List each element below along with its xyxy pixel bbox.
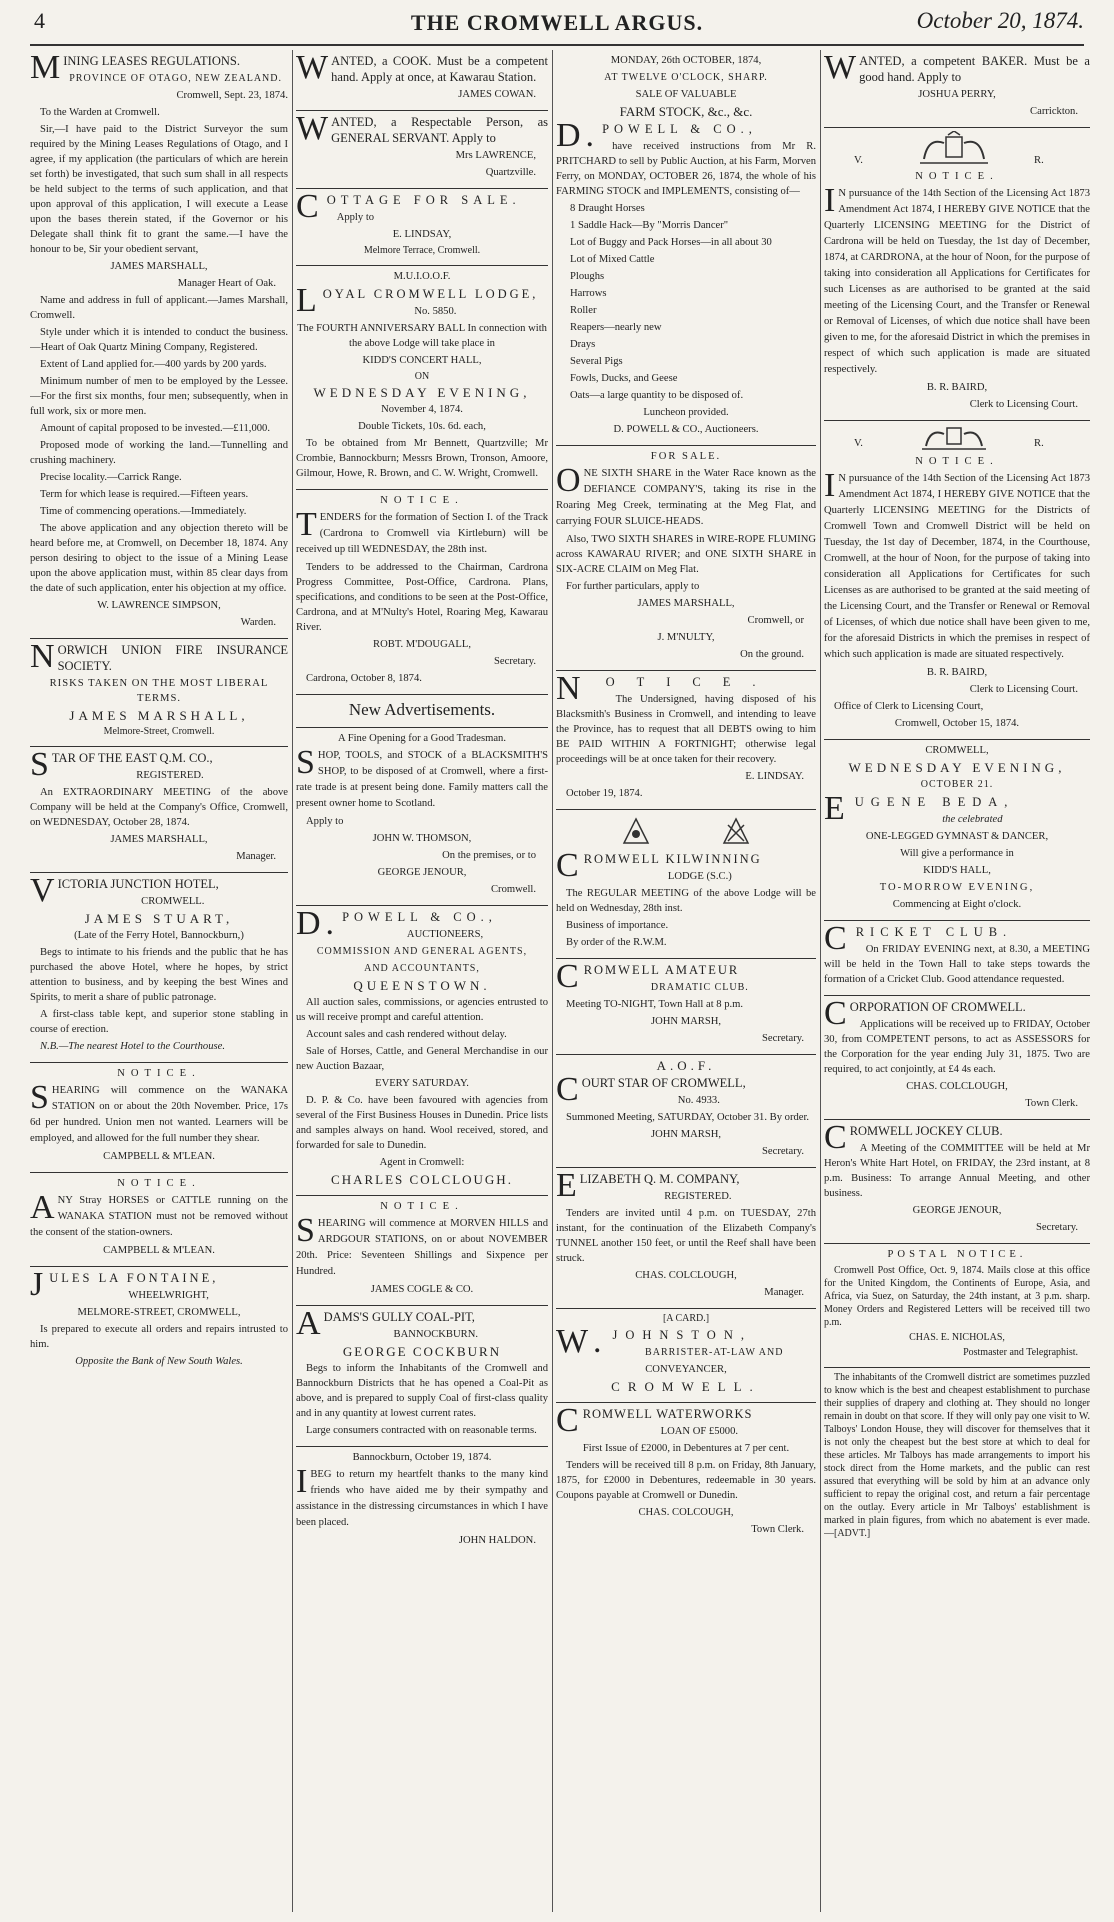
ad-heading: WANTED, a Respectable Person, as GENERAL SERVANT. Apply to xyxy=(296,110,548,147)
royal-coat-of-arms-icon xyxy=(914,424,994,452)
ad-signature: JOHN HALDON. xyxy=(458,1535,536,1546)
list-item: Term for which lease is required.—Fifteen years. xyxy=(40,489,249,500)
ad-text: Begs to inform the Inhabitants of the Cromwell and Bannockburn Districts that he has opened a Coal-Pit as above, and is prepared to supply Coal of first-class quality and in any quantity at lowest current rates. xyxy=(296,1363,548,1419)
list-item: Ploughs xyxy=(570,271,605,282)
ad-text: SHEARING will commence at MORVEN HILLS and ARDGOUR STATIONS, on or about NOVEMBER 20th. Price: Seventeen Shillings and Sixpence per Hundred. xyxy=(296,1212,548,1277)
ad-signature: ROBT. M'DOUGALL, xyxy=(373,639,471,650)
ad-heading: ELIZABETH Q. M. COMPANY, xyxy=(556,1167,740,1204)
ad-heading: CORPORATION OF CROMWELL. xyxy=(824,995,1026,1032)
ad-text: Postmaster and Telegraphist. xyxy=(963,1347,1078,1358)
kilwinning-lodge-ad xyxy=(556,810,816,959)
list-item: Precise locality.—Carrick Range. xyxy=(40,472,182,483)
ad-text: Warden. xyxy=(240,617,276,628)
star-of-the-east-ad xyxy=(30,747,288,873)
ad-signature: CHAS. COLCLOUGH, xyxy=(906,1081,1008,1092)
ad-text: Cromwell, or xyxy=(747,615,804,626)
ad-text: Office of Clerk to Licensing Court, xyxy=(834,701,984,712)
column-4 xyxy=(824,50,1090,1912)
ad-text: A Meeting of the COMMITTEE will be held at Mr Heron's White Hart Hotel, on FRIDAY, the 23rd instant, at 8 p.m. Business: To arrange Annual Meeting, and other business. xyxy=(824,1143,1090,1199)
ad-text: Meeting TO-NIGHT, Town Hall at 8 p.m. xyxy=(566,999,744,1010)
ad-text: The REGULAR MEETING of the above Lodge will be held on Wednesday, 28th inst. xyxy=(556,888,816,914)
ad-text: REGISTERED. xyxy=(664,1191,732,1202)
ad-heading: STAR OF THE EAST Q.M. CO., xyxy=(30,746,213,783)
victoria-hotel-ad xyxy=(30,873,288,1063)
ad-text: CONVEYANCER, xyxy=(645,1364,727,1375)
ad-text: WHEELWRIGHT, xyxy=(128,1290,209,1301)
ad-signature: JOHN MARSH, xyxy=(650,1129,722,1140)
amateur-dramatic-ad xyxy=(556,959,816,1055)
ad-signature: E. LINDSAY, xyxy=(392,229,452,240)
ad-text: AND ACCOUNTANTS, xyxy=(364,963,480,974)
ad-text: have received instructions from Mr R. PRITCHARD to sell by Public Auction, at his Farm, Morven Ferry, on MONDAY, OCTOBER 26, 1874, the whole of his FARMING STOCK and IMPLEMENTS, consisting of— xyxy=(556,141,816,197)
list-item: 1 Saddle Hack—By "Morris Dancer" xyxy=(570,220,729,231)
ad-text: The above application and any objection thereto will be heard before me, at Cromwell, on December 18, 1874. Any person desiring to object to the issue of a Mining Lease upon the above application must, within 85 clear days from the date of such application, enter his objection at my office. xyxy=(30,523,288,594)
ad-signature: JAMES MARSHALL, xyxy=(110,261,208,272)
ad-text: November 4, 1874. xyxy=(381,404,463,415)
ad-signature: CHARLES COLCLOUGH. xyxy=(331,1172,513,1187)
ad-text: ON xyxy=(414,371,430,382)
list-item: 8 Draught Horses xyxy=(570,203,645,214)
royal-crest-row xyxy=(824,131,1090,169)
ad-text: Melmore Terrace, Cromwell. xyxy=(363,245,481,256)
list-item: Amount of capital proposed to be invested.—£11,000. xyxy=(40,423,270,434)
ad-text: An EXTRAORDINARY MEETING of the above Company will be held at the Company's Office, Cromwell, on WEDNESDAY, October 28, 1874. xyxy=(30,787,288,828)
list-item: Lot of Buggy and Pack Horses—in all about 30 xyxy=(570,237,772,248)
ad-signature: JOSHUA PERRY, xyxy=(918,89,996,100)
ad-heading: CROMWELL JOCKEY CLUB. xyxy=(824,1119,1003,1156)
ad-heading: EUGENE BEDA, xyxy=(824,790,1015,827)
ad-heading: NOTICE. xyxy=(117,1178,201,1189)
ad-heading: POSTAL NOTICE. xyxy=(887,1249,1027,1260)
ad-text: Commencing at Eight o'clock. xyxy=(892,899,1022,910)
list-item: Several Pigs xyxy=(570,356,623,367)
ad-signature: J. M'NULTY, xyxy=(657,632,715,643)
ad-text: Apply to xyxy=(306,816,344,827)
ad-text: TENDERS for the formation of Section I. of the Track (Cardrona to Cromwell via Kirtleburn) will be received up till WEDNESDAY, the 28th inst. xyxy=(296,506,548,555)
water-share-for-sale-ad xyxy=(556,446,816,671)
ad-text: IN pursuance of the 14th Section of the Licensing Act 1873 Amendment Act 1874, I HEREBY GIVE NOTICE that the Quarterly LICENSING MEETING for the Districts of Cromwell Town and Cromwell District will be held on Tuesday, the 1st day of December, 1874, in the Courthouse, Cromwell, at the hour of Noon, for the purpose of taking into consideration all Applications for Certificates for such Licenses as are authorised to be granted at the said meeting of the Licensing Court, and the Transfer or Renewal or Removal of Licenses, of which due notice shall have been given to me, for the aforesaid Districts in which the premises in respect of which such application is made are situated respectively. xyxy=(824,467,1090,660)
ad-text: FARM STOCK, &c., &c. xyxy=(619,104,753,119)
ad-text: CROMWELL. xyxy=(611,1379,761,1394)
masthead xyxy=(0,0,1114,52)
ad-heading: VICTORIA JUNCTION HOTEL, xyxy=(30,872,219,909)
column-divider xyxy=(552,50,553,1912)
stray-horses-ad xyxy=(30,1173,288,1267)
ad-text: A Fine Opening for a Good Tradesman. xyxy=(337,733,506,744)
ad-text: Cromwell, Sept. 23, 1874. xyxy=(176,90,288,101)
ad-text: No. 5850. xyxy=(414,306,457,317)
ad-heading: CROMWELL KILWINNING xyxy=(556,847,762,884)
ad-text: No. 4933. xyxy=(677,1095,720,1106)
ad-text: The inhabitants of the Cromwell district are sometimes puzzled to know which is the best and cheapest establishment to purchase their supplies of drapery and clothing at. They should no longer remain in doubt on that score. If they will only pay one visit to W. Talboys' London House, they will discover for themselves that it is not only the cheapest but the best store at which to deal for these articles. Mr Talboys has made arrangements to import his stock direct from the Home markets, and the public can rest assured that everything will be sold by him at an advance only sufficient to repay the original cost, and return a fair percentage on the outlay. Every article in Mr Talboys' establishment is marked in plain figures, from which no abatement is ever made.—[ADVT.] xyxy=(824,1372,1090,1539)
list-item: Reapers—nearly new xyxy=(570,322,662,333)
track-tenders-ad xyxy=(296,490,548,695)
ad-heading: NOTICE. xyxy=(117,1068,201,1079)
wanted-cook-ad xyxy=(296,50,548,111)
crest-letter: R. xyxy=(1034,438,1044,449)
postal-notice-ad xyxy=(824,1244,1090,1368)
newspaper-title: THE CROMWELL ARGUS. xyxy=(410,10,704,35)
ad-text: Applications will be received up to FRIDAY, October 30, from COMPETENT persons, to act as ASSESSORS for the Corporation for the year ending July 31, 1875. Two are required, to act conjointly, at £4 4s each. xyxy=(824,1019,1090,1075)
ad-signature: JAMES COGLE & CO. xyxy=(370,1284,474,1295)
ad-heading: ADAMS'S GULLY COAL-PIT, xyxy=(296,1305,475,1342)
ad-text: By order of the R.W.M. xyxy=(566,937,667,948)
morven-shearing-ad xyxy=(296,1196,548,1306)
ad-text: Will give a performance in xyxy=(900,848,1014,859)
page-number: 4 xyxy=(34,8,45,33)
ad-heading: WANTED, a competent BAKER. Must be a good hand. Apply to xyxy=(824,50,1090,86)
list-item: Extent of Land applied for.—400 yards by 200 yards. xyxy=(40,359,267,370)
new-advertisements-banner xyxy=(296,695,548,728)
ad-text: On the premises, or to xyxy=(442,850,536,861)
ad-text: KIDD'S HALL, xyxy=(923,865,991,876)
ad-signature: CHAS. E. NICHOLAS, xyxy=(909,1332,1005,1343)
ad-signature: JAMES MARSHALL, xyxy=(637,598,735,609)
ad-text: LODGE (S.C.) xyxy=(667,871,732,882)
ad-text: The Undersigned, having disposed of his Blacksmith's Business in Cromwell, and intending to leave the Province, has to request that all DEBTS owing to him BE PAID WITHIN A FORTNIGHT; otherwise legal proceedings will be at once taken for their recovery. xyxy=(556,694,816,765)
ad-heading: MINING LEASES REGULATIONS. xyxy=(30,50,240,86)
ad-text: Apply to xyxy=(336,212,375,223)
ad-signature: JOHN W. THOMSON, xyxy=(372,833,472,844)
ad-text: Carrickton. xyxy=(1030,106,1078,117)
ad-text: N.B.—The nearest Hotel to the Courthouse. xyxy=(40,1041,225,1052)
ad-text: BANNOCKBURN. xyxy=(393,1329,479,1340)
ad-heading: FOR SALE. xyxy=(650,451,722,462)
johnston-card-ad xyxy=(556,1309,816,1403)
ad-signature: GEORGE JENOUR, xyxy=(912,1205,1002,1216)
ad-heading: D.POWELL & CO., xyxy=(296,905,497,942)
ad-text: Melmore-Street, Cromwell. xyxy=(103,726,215,737)
loyal-lodge-ad xyxy=(296,266,548,490)
ad-signature: CAMPBELL & M'LEAN. xyxy=(103,1245,215,1256)
ad-heading: NORWICH UNION FIRE INSURANCE SOCIETY. xyxy=(30,638,288,675)
ad-text: EVERY SATURDAY. xyxy=(375,1078,469,1089)
ad-text: [A CARD.] xyxy=(662,1313,710,1324)
ad-text: Account sales and cash rendered without delay. xyxy=(306,1029,507,1040)
ad-text: Also, TWO SIXTH SHARES in WIRE-ROPE FLUMING across KAWARAU RIVER; and ONE SIXTH SHARE in SIX-ACRE CLAIM on Meg Flat. xyxy=(556,534,816,575)
ad-text: Quartzville. xyxy=(485,167,536,178)
crest-letter: V. xyxy=(854,155,863,166)
ad-text: OCTOBER 21. xyxy=(920,779,994,790)
cottage-for-sale-ad xyxy=(296,189,548,266)
ad-text: IBEG to return my heartfelt thanks to the many kind friends who have aided me by their sympathy and assistance in the distressing circumstances in which I have been placed. xyxy=(296,1463,548,1528)
wanted-servant-ad xyxy=(296,111,548,189)
ad-text: D. P. & Co. have been favoured with agencies from several of the First Business Houses in Dunedin. Price lists and samples always on hand. Wool received, stored, and forwarded for sale to Dunedin. xyxy=(296,1095,548,1151)
elizabeth-company-ad xyxy=(556,1168,816,1309)
ad-text: QUEENSTOWN. xyxy=(353,978,491,993)
ad-signature: D. POWELL & CO., Auctioneers. xyxy=(613,424,759,435)
ad-text: To the Warden at Cromwell. xyxy=(40,107,160,118)
ad-signature: E. LINDSAY. xyxy=(745,771,804,782)
ad-text: WEDNESDAY EVENING, xyxy=(313,385,531,400)
cardrona-licensing-ad xyxy=(824,128,1090,421)
ad-text: AT TWELVE O'CLOCK, SHARP. xyxy=(604,72,768,83)
ad-text: Manager. xyxy=(236,851,276,862)
ad-heading: W.JOHNSTON, xyxy=(556,1323,752,1360)
ad-text: DRAMATIC CLUB. xyxy=(650,982,749,993)
ad-text: Town Clerk. xyxy=(751,1524,804,1535)
ad-text: A.O.F. xyxy=(656,1058,716,1073)
ad-text: M.U.I.O.O.F. xyxy=(393,271,451,282)
court-star-ad xyxy=(556,1055,816,1168)
ad-text: SHOP, TOOLS, and STOCK of a BLACKSMITH'S SHOP, to be disposed of at Cromwell, where a first-rate trade is at present being done. Family matters call the present owner home to Scotland. xyxy=(296,744,548,809)
cricket-club-ad xyxy=(824,921,1090,996)
ad-heading: CROMWELL WATERWORKS xyxy=(556,1402,753,1439)
ad-text: AUCTIONEERS, xyxy=(406,929,484,940)
ad-text: On the ground. xyxy=(740,649,804,660)
ad-text: SHEARING will commence on the WANAKA STATION on or about the 20th November. Price, 17s 6d per hundred. Union men not wanted. Learners will be employed, and allowed for the full number they shear. xyxy=(30,1079,288,1144)
ad-heading: COURT STAR OF CROMWELL, xyxy=(556,1071,746,1108)
waterworks-loan-ad xyxy=(556,1403,816,1545)
ad-heading: NOTICE. xyxy=(556,670,778,707)
ad-text: Manager Heart of Oak. xyxy=(177,278,276,289)
section-title: New Advertisements. xyxy=(348,700,496,719)
ad-signature: JAMES STUART, xyxy=(84,911,234,926)
ad-text: RISKS TAKEN ON THE MOST LIBERAL TERMS. xyxy=(49,678,269,704)
ad-text: Double Tickets, 10s. 6d. each, xyxy=(358,421,486,432)
ad-text: Secretary. xyxy=(494,656,536,667)
list-item: Proposed mode of working the land.—Tunnelling and crushing machinery. xyxy=(30,440,288,466)
mining-leases-ad xyxy=(30,50,288,639)
ad-heading: NOTICE. xyxy=(380,495,464,506)
ad-heading: NOTICE. xyxy=(380,1201,464,1212)
ad-heading: D.POWELL & CO., xyxy=(556,117,757,154)
ad-text: October 19, 1874. xyxy=(566,788,643,799)
list-item: Roller xyxy=(570,305,597,316)
ad-text: Opposite the Bank of New South Wales. xyxy=(75,1356,243,1367)
ad-text: Luncheon provided. xyxy=(643,407,729,418)
column-divider xyxy=(820,50,821,1912)
ad-signature: GEORGE COCKBURN xyxy=(342,1344,502,1359)
ad-text: On FRIDAY EVENING next, at 8.30, a MEETING will be held in the Town Hall to take steps towards the formation of a Cricket Club. Good attendance requested. xyxy=(824,944,1090,985)
column-2 xyxy=(296,50,548,1912)
ad-text: LOAN OF £5000. xyxy=(660,1426,739,1437)
ad-text: Large consumers contracted with on reasonable terms. xyxy=(306,1425,537,1436)
column-divider xyxy=(292,50,293,1912)
ad-text: Bannockburn, October 19, 1874. xyxy=(352,1452,492,1463)
list-item: Harrows xyxy=(570,288,607,299)
haldon-thanks-ad xyxy=(296,1447,548,1556)
crest-letter: R. xyxy=(1034,155,1044,166)
talboys-ad xyxy=(824,1368,1090,1548)
ad-text: (Late of the Ferry Hotel, Bannockburn,) xyxy=(74,930,244,941)
ad-signature: JAMES MARSHALL, xyxy=(110,834,208,845)
royal-coat-of-arms-icon xyxy=(914,131,994,167)
ad-signature: CHAS. COLCOUGH, xyxy=(638,1507,734,1518)
ad-text: The FOURTH ANNIVERSARY BALL In connection with the above Lodge will take place in xyxy=(297,323,547,349)
ad-text: PROVINCE OF OTAGO, NEW ZEALAND. xyxy=(69,73,283,84)
ad-signature: W. LAWRENCE SIMPSON, xyxy=(97,600,221,611)
farm-stock-sale-ad xyxy=(556,50,816,446)
ad-signature: Mrs LAWRENCE, xyxy=(455,150,536,161)
ad-text: TO-MORROW EVENING, xyxy=(879,882,1035,893)
ad-text: Secretary. xyxy=(762,1146,804,1157)
ad-text: COMMISSION AND GENERAL AGENTS, xyxy=(316,946,528,957)
ad-signature: JOHN MARSH, xyxy=(650,1016,722,1027)
masonic-emblem-icon xyxy=(596,815,776,849)
ad-text: the celebrated xyxy=(942,814,1003,825)
adams-gully-ad xyxy=(296,1306,548,1447)
ad-heading: JULES LA FONTAINE, xyxy=(30,1266,219,1303)
ad-heading: COTTAGE FOR SALE. xyxy=(296,188,521,225)
lindsay-notice-ad xyxy=(556,671,816,810)
issue-date: October 20, 1874. xyxy=(916,8,1084,33)
royal-crest-row xyxy=(824,424,1090,454)
ad-text: Is prepared to execute all orders and repairs intrusted to him. xyxy=(30,1324,288,1350)
ad-text: To be obtained from Mr Bennett, Quartzville; Mr Crombie, Bannockburn; Messrs Brown, Tronson, Amoore, Gilmour, Howe, R. Brown, and C. W. Wright, Cromwell. xyxy=(296,438,548,479)
shearing-notice-ad xyxy=(30,1063,288,1173)
ad-heading: LOYAL CROMWELL LODGE, xyxy=(296,282,539,319)
ad-text: Secretary. xyxy=(1036,1222,1078,1233)
ad-heading: NOTICE. xyxy=(915,171,999,182)
list-item: Fowls, Ducks, and Geese xyxy=(570,373,678,384)
ad-text: Business of importance. xyxy=(566,920,669,931)
ad-text: Cardrona, October 8, 1874. xyxy=(306,673,422,684)
ad-text: ANY Stray HORSES or CATTLE running on the WANAKA STATION must not be removed without the consent of the station-owners. xyxy=(30,1189,288,1238)
ad-text: SALE OF VALUABLE xyxy=(635,89,737,100)
ad-text: Clerk to Licensing Court. xyxy=(969,399,1078,410)
masthead-rule xyxy=(30,44,1084,46)
cromwell-licensing-ad xyxy=(824,421,1090,740)
ad-text: First Issue of £2000, in Debentures at 7 per cent. xyxy=(582,1443,790,1454)
ad-text: Clerk to Licensing Court. xyxy=(969,684,1078,695)
corporation-ad xyxy=(824,996,1090,1120)
ad-text: MONDAY, 26th OCTOBER, 1874, xyxy=(610,55,762,66)
ad-text: MELMORE-STREET, CROMWELL, xyxy=(77,1307,241,1318)
ad-text: A first-class table kept, and superior stone stabling in course of erection. xyxy=(30,1009,288,1035)
ad-text: KIDD'S CONCERT HALL, xyxy=(362,355,482,366)
ad-signature: CHAS. COLCLOUGH, xyxy=(635,1270,737,1281)
list-item: Drays xyxy=(570,339,596,350)
ad-heading: CROMWELL AMATEUR xyxy=(556,958,740,995)
ad-text: Manager. xyxy=(764,1287,804,1298)
ad-text: Tenders are invited until 4 p.m. on TUESDAY, 27th instant, for the continuation of the Elizabeth Company's TUNNEL another 150 feet, or until the Reef shall have been struck. xyxy=(556,1208,816,1264)
ad-text: CROMWELL. xyxy=(141,896,205,907)
list-item: Style under which it is intended to conduct the business.—Heart of Oak Quartz Mining Company, Registered. xyxy=(30,327,288,353)
crest-letter: V. xyxy=(854,438,863,449)
ad-heading: WANTED, a COOK. Must be a competent hand. Apply at once, at Kawarau Station. xyxy=(296,50,548,86)
blacksmith-shop-ad xyxy=(296,728,548,906)
list-item: Time of commencing operations.—Immediately. xyxy=(40,506,247,517)
ad-text: Sir,—I have paid to the District Surveyor the sum required by the Mining Leases Regulations of Otago, and I agree, if my application (the particulars of which are herein set forth) be investigated, that such sum shall in all respects be held subject to the terms of such application, and that upon approval of this application, I will execute a Lease upon the bases therein stated, if the Governor or his Delegate shall think fit to grant the same.—I have the honour to be, Sir your obedient servant, xyxy=(30,124,288,255)
ad-text: For further particulars, apply to xyxy=(566,581,700,592)
ad-text: Agent in Cromwell: xyxy=(379,1157,465,1168)
eugene-beda-ad xyxy=(824,740,1090,921)
ad-text: CROMWELL, xyxy=(925,745,989,756)
ad-heading: NOTICE. xyxy=(915,456,999,467)
column-3 xyxy=(556,50,816,1912)
norwich-union-ad xyxy=(30,639,288,747)
ad-text: Tenders to be addressed to the Chairman, Cardrona Progress Committee, Post-Office, Cardrona. Plans, specifications, and conditions to be seen at the Post-Office, Cardrona, and at M'Nulty's Hotel, Roaring Meg, Kawarau River. xyxy=(296,562,548,633)
ad-text: Tenders will be received till 8 p.m. on Friday, 8th January, 1875, for £2000 in Debentures, redeemable in 30 years. Coupons payable at Cromwell or Dunedin. xyxy=(556,1460,816,1501)
list-item: Name and address in full of applicant.—James Marshall, Cromwell. xyxy=(30,295,288,321)
ad-text: Secretary. xyxy=(762,1033,804,1044)
ad-text: BARRISTER-AT-LAW AND xyxy=(645,1347,784,1358)
ad-signature: GEORGE JENOUR, xyxy=(377,867,467,878)
jockey-club-ad xyxy=(824,1120,1090,1244)
ad-signature: B. R. BAIRD, xyxy=(926,667,988,678)
ad-heading: CRICKET CLUB. xyxy=(824,920,1013,957)
jules-la-fontaine-ad xyxy=(30,1267,288,1377)
ad-text: Summoned Meeting, SATURDAY, October 31. By order. xyxy=(566,1112,810,1123)
ad-text: Cromwell Post Office, Oct. 9, 1874. Mails close at this office for the United Kingdom, the Continents of Europe, Asia, and Africa, via Suez, on Saturday, the 24th instant, at 3 p.m. sharp. Money Orders and Registered Letters will be received till two p.m. xyxy=(824,1265,1090,1328)
ad-text: Town Clerk. xyxy=(1025,1098,1078,1109)
ad-text: ONE SIXTH SHARE in the Water Race known as the DEFIANCE COMPANY'S, taking its rise in the Roaring Meg Creek, terminating at the Meg Flat, and carrying FOUR SLUICE-HEADS. xyxy=(556,462,816,527)
ad-text: Cromwell, October 15, 1874. xyxy=(894,718,1020,729)
ad-text: WEDNESDAY EVENING, xyxy=(848,760,1066,775)
ad-text: All auction sales, commissions, or agencies entrusted to us will receive prompt and careful attention. xyxy=(296,997,548,1023)
ad-signature: CAMPBELL & M'LEAN. xyxy=(103,1151,215,1162)
list-item: Oats—a large quantity to be disposed of. xyxy=(570,390,744,401)
list-item: Minimum number of men to be employed by the Lessee.—For the first six months, four men; subsequently, when in full work, six or more men. xyxy=(30,376,288,417)
ad-text: Begs to intimate to his friends and the public that he has purchased the above Hotel, where he hopes, by strict attention to business, and by keeping the best Wines and Spirits, to merit a share of public patronage. xyxy=(30,947,288,1003)
wanted-baker-ad xyxy=(824,50,1090,128)
ad-signature: JAMES COWAN. xyxy=(458,89,536,100)
column-1 xyxy=(30,50,288,1912)
powell-queenstown-ad xyxy=(296,906,548,1196)
ad-signature: JAMES MARSHALL, xyxy=(69,708,249,723)
ad-text: IN pursuance of the 14th Section of the Licensing Act 1873 Amendment Act 1874, I HEREBY GIVE NOTICE that the Quarterly LICENSING MEETING for the District of Cardrona will be held on Tuesday, the 1st day of December, 1874, at CARDRONA, at the hour of Noon, for the purpose of taking into consideration all Applications for Certificates for such Licenses as are authorised to be granted at the said meeting of the Licensing Court, and the Transfer or Renewal or Removal of Licenses, of which due notice shall have been given to me, for the aforesaid District in which the premises in respect of which such application is made are situated respectively. xyxy=(824,182,1090,375)
ad-text: Cromwell. xyxy=(490,884,536,895)
ad-text: ONE-LEGGED GYMNAST & DANCER, xyxy=(865,831,1049,842)
ad-signature: B. R. BAIRD, xyxy=(926,382,988,393)
ad-text: Sale of Horses, Cattle, and General Merchandise in our new Auction Bazaar, xyxy=(296,1046,548,1072)
list-item: Lot of Mixed Cattle xyxy=(570,254,655,265)
ad-text: REGISTERED. xyxy=(136,770,204,781)
